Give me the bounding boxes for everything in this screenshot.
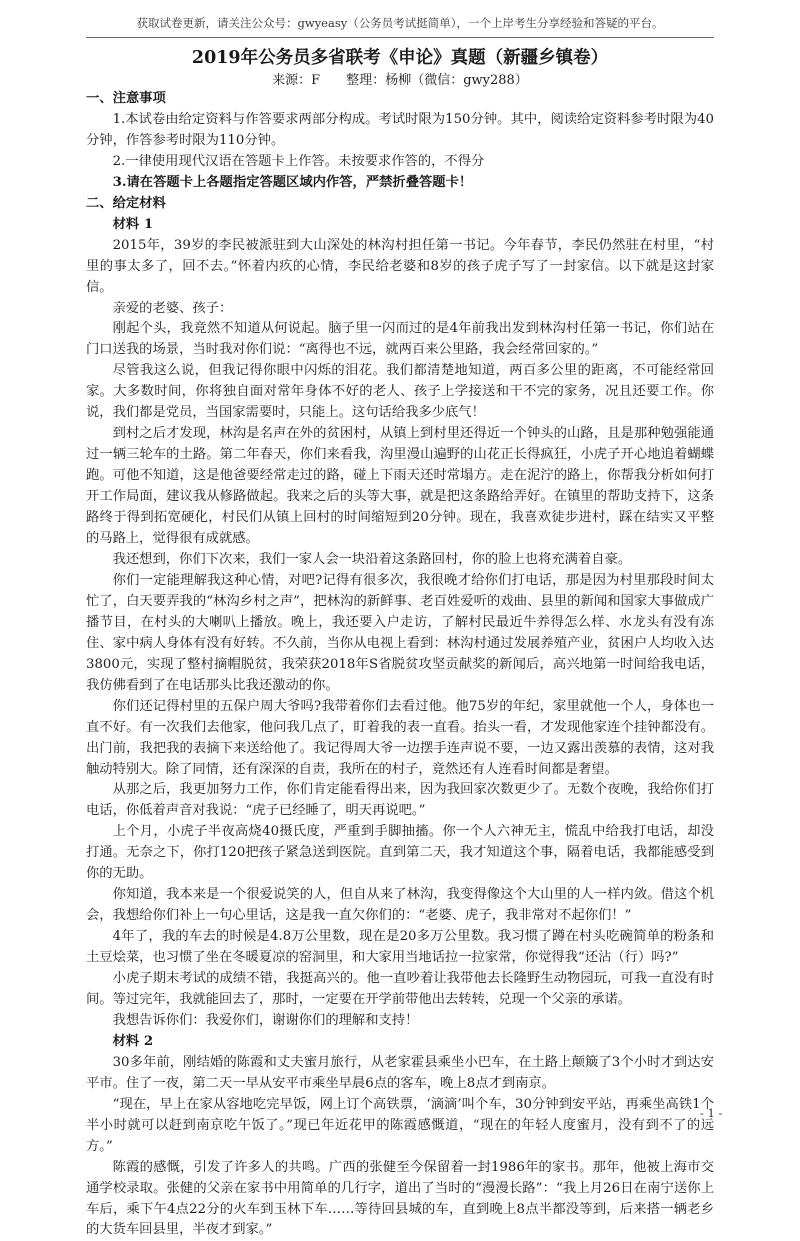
source-line: 来源：F 整理：杨柳（微信：gwy288） — [272, 73, 528, 88]
paragraph: 从那之后，我更加努力工作，你们肯定能看得出来，因为我回家次数更少了。无数个夜晚，我给你们打电话，你低着声音对我说：“虎子已经睡了，明天再说吧。” — [86, 782, 714, 819]
page-number: - 1 - — [700, 1106, 723, 1120]
paragraph: 4年了，我的车去的时候是4.8万公里数，现在是20多万公里数。我习惯了蹲在村头吃碗简单的粉条和土豆烩菜，也习惯了坐在冬暖夏凉的窑洞里，和大家用当地话拉一拉家常，你觉得我“还沾（行）吗?” — [86, 929, 714, 966]
paragraph: 我想告诉你们：我爱你们，谢谢你们的理解和支持！ — [112, 1012, 419, 1028]
paragraph: 上个月，小虎子半夜高烧40摄氏度，严重到手脚抽搐。你一个人六神无主，慌乱中给我打电话，却没打通。无奈之下，你打120把孩子紧急送到医院。直到第二天，我才知道这个事，隔着电话，我都能感受到你的无助。 — [86, 824, 714, 882]
notice-item-bold: 3.请在答题卡上各题指定答题区域内作答，严禁折叠答题卡！ — [112, 174, 473, 190]
paragraph: 尽管我这么说，但我记得你眼中闪烁的泪花。我们都清楚地知道，两百多公里的距离，不可能经常回家。大多数时间，你将独自面对常年身体不好的老人、孩子上学接送和干不完的家务，况且还要工作。你说，我们都是党员，当国家需要时，只能上。这句话给我多少底气！ — [86, 363, 714, 421]
paragraph: 陈霞的感慨，引发了许多人的共鸣。广西的张健至今保留着一封1986年的家书。那年，他被上海市交通学校录取。张健的父亲在家书中用简单的几行字，道出了当时的“漫漫长路”：“我上月26日在南宁送你上车后，乘下午4点22分的火车到玉林下车……等待回县城的车，直到晚上8点半都没等到，后来搭一辆老乡的大货车回县里，半夜才到家。” — [86, 1159, 714, 1238]
paragraph: 刚起个头，我竟然不知道从何说起。脑子里一闪而过的是4年前我出发到林沟村任第一书记，你们站在门口送我的场景，当时我对你们说：“离得也不远，就两百来公里路，我会经常回家的。” — [86, 321, 714, 358]
paragraph: 小虎子期末考试的成绩不错，我挺高兴的。他一直吵着让我带他去长隆野生动物园玩，可我一直没有时间。等过完年，我就能回去了，那时，一定要在开学前带他出去转转，兑现一个父亲的承诺。 — [86, 971, 714, 1007]
paragraph: 2015年，39岁的李民被派驻到大山深处的林沟村担任第一书记。今年春节，李民仍然驻在村里，“村里的事太多了，回不去。”怀着内疚的心情，李民给老婆和8岁的孩子虎子写了一封家信。以下就是这封家信。 — [86, 237, 714, 295]
materials-heading: 二、给定材料 — [86, 195, 166, 211]
notice-item: 2.一律使用现代汉语在答题卡上作答。未按要求作答的，不得分 — [112, 153, 485, 169]
paragraph: 你知道，我本来是一个很爱说笑的人，但自从来了林沟，我变得像这个大山里的人一样内敛。借这个机会，我想给你们补上一句心里话，这是我一直欠你们的：“老婆、虎子，我非常对不起你们！” — [86, 887, 714, 924]
paragraph: 30多年前，刚结婚的陈霞和丈夫蜜月旅行，从老家霍县乘坐小巴车，在土路上颠簸了3个小时才到达安平市。住了一夜，第二天一早从安平市乘坐早晨6点的客车，晚上8点才到南京。 — [86, 1054, 714, 1091]
page-title: 2019年公务员多省联考《申论》真题（新疆乡镇卷） — [191, 48, 609, 68]
paragraph: 亲爱的老婆、孩子： — [112, 300, 233, 316]
material-2-title: 材料 2 — [112, 1033, 154, 1049]
paragraph: 你们还记得村里的五保户周大爷吗?我带着你们去看过他。他75岁的年纪，家里就他一个人，身体也一直不好。有一次我们去他家，他问我几点了，盯着我的表一直看。抬头一看，才发现他家连个挂钟都没有。出门前，我把我的表摘下来送给他了。我记得周大爷一边摆手连声说不要，一边又露出羡慕的表情，这对我触动特别大。除了同情，还有深深的自责，我所在的村子，竟然还有人连看时间都是奢望。 — [86, 698, 714, 777]
document-body — [86, 89, 714, 1241]
header-divider — [86, 37, 714, 38]
notice-heading: 一、注意事项 — [86, 91, 166, 106]
promo-banner: 获取试卷更新，请关注公众号：gwyeasy（公务员考试挺简单），一个上岸考生分享经验和答疑的平台。 — [136, 16, 664, 30]
notice-item: 1.本试卷由给定资料与作答要求两部分构成。考试时限为150分钟。其中，阅读给定资料参考时限为40分钟，作答参考时限为110分钟。 — [86, 111, 714, 148]
material-1-title: 材料 1 — [112, 216, 154, 232]
paragraph: 我还想到，你们下次来，我们一家人会一块沿着这条路回村，你的脸上也将充满着自豪。 — [112, 551, 632, 567]
paragraph: 到村之后才发现，林沟是名声在外的贫困村，从镇上到村里还得近一个钟头的山路，且是那种勉强能通过一辆三轮车的土路。第二年春天，你们来看我，沟里漫山遍野的山花正长得疯狂，小虎子开心地追着蝴蝶跑。可他不知道，这是他爸要经常走过的路，碰上下雨天还时常塌方。走在泥泞的路上，你帮我分析如何打开工作局面，建议我从修路做起。我来之后的头等大事，就是把这条路给弄好。在镇里的帮助支持下，这条路终于得到拓宽硬化，村民们从镇上回村的时间缩短到20分钟。现在，我喜欢徒步进村，踩在结实又平整的马路上，觉得很有成就感。 — [86, 426, 714, 547]
paragraph: 你们一定能理解我这种心情，对吧?记得有很多次，我很晚才给你们打电话，那是因为村里那段时间太忙了，白天要弄我的“林沟乡村之声”，把林沟的新鲜事、老百姓爱听的戏曲、县里的新闻和国家大事做成广播节目，在村头的大喇叭上播放。晚上，我还要入户走访，了解村民最近牛养得怎么样、水龙头有没有冻住、家中病人身体有没有好转。不久前，当你从电视上看到：林沟村通过发展养殖产业，贫困户人均收入达3800元，实现了整村摘帽脱贫，我荣获2018年S省脱贫攻坚贡献奖的新闻后，高兴地第一时间给我电话，我仿佛看到了在电话那头比我还激动的你。 — [86, 572, 714, 693]
paragraph: “现在，早上在家从容地吃完早饭，网上订个高铁票，‘滴滴’叫个车，30分钟到安平站，再乘坐高铁1个半小时就可以赶到南京吃午饭了。”现已年近花甲的陈霞感慨道，“现在的年轻人度蜜月，没有到不了的远方。” — [86, 1096, 714, 1154]
